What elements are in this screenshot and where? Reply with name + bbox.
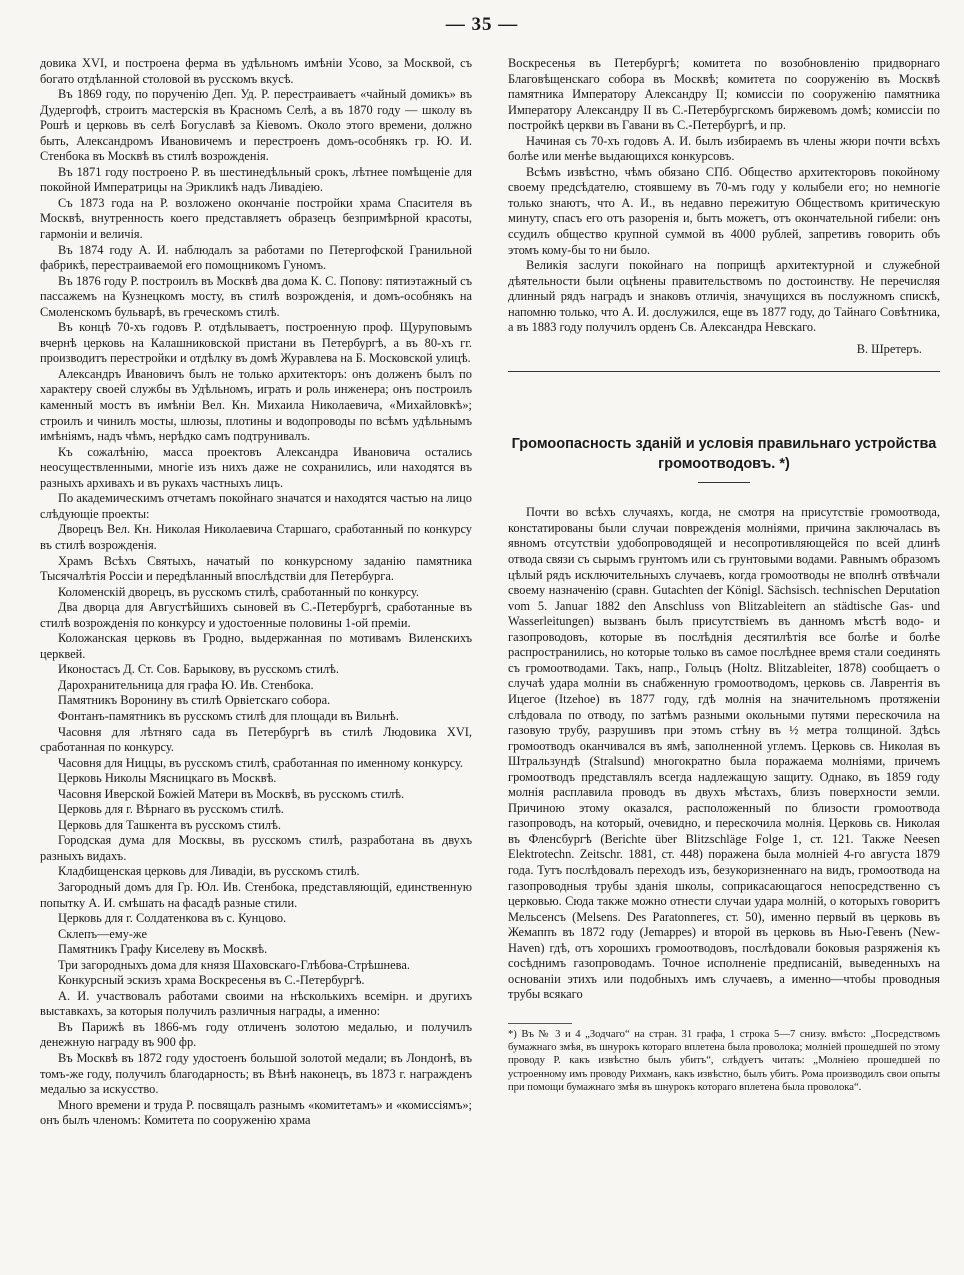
list-item: Два дворца для Августѣйшихъ сыновей въ С.-Петербургѣ, сработанные въ стилѣ возрожденія по конкурсу и удостоенные половины 1-ой преміи. (40, 600, 472, 630)
article-paragraph: Почти во всѣхъ случаяхъ, когда, не смотря на присутствіе громоотвода, констатированы были случаи поврежденія молніями, причина заключалась въ явномъ отсутствіи удобопроводящей и несопротивляющейся по всей длинѣ отвода связи съ сырымъ грунтомъ или съ грунтовыми водами. Равнымъ образомъ цѣлый рядъ исключительныхъ случаевъ, когда громоотводы не вполнѣ отвѣчали своему назначенію (сравн. Gutachten der Königl. Sächsisch. technischen Deputation vom 5. Januar 1882 den Anschluss von Blitzableitern an städtische Gas- und Wasserleitungen) вызванъ былъ присутствіемъ въ данномъ мѣстѣ водо- и газопроводовъ, которые въ послѣднія десятилѣтія все болѣе и болѣе распространились, но которые только въ самое послѣднее время стали соединять съ громоотводами. Такъ, напр., Гольцъ (Holtz. Blitzableiter, 1878) сообщаетъ о случаѣ удара молніи въ снабженную громоотводомъ, церковь св. Лаврентія въ Ицегое (Itzehoe) въ 1877 году, гдѣ молнія на значительномъ протяженіи слѣдовала по отводу, по затѣмъ разными окольными путями перескочила на газовую трубу, разрушивъ при этомъ стѣну въ ½ метра толщиной. Здѣсь громоотводъ оканчивался въ ямѣ, заполненной углемъ. Церковь св. Николая въ Штральзундѣ (Stralsund) многократно была поражаема молніями, причемъ громоотводъ представлялъ всегда надлежащую защиту. Однако, въ 1859 году молнія расплавила проводъ въ двухъ мѣстахъ, близъ поверхности земли. Причиною этому оказался, расположенный по близости громоотвода газопроводъ, на который, очевидно, и перескочила молнія. Церковь св. Николая въ Фленсбургѣ (Berichte über Blitzschläge Folge 1, ст. 121. Также Neesen Elektrotechn. Zeitschr. 1881, ст. 448) поражена была молніей 4-го августа 1879 года. Тутъ послѣдовалъ переходъ изъ, безукоризненнаго на видъ, громоотвода на газопроводныя трубы зданія школы, соприкасающагося непосредственно съ церковью. Сюда также можно отнести случаи удара молній, о которыхъ говоритъ Мельсенсъ (Melsens. Des Paratonneres, ст. 50), именно первый въ церковь въ Жемаппъ въ 1872 году (Jemappes) и второй въ церковь въ Нью-Гевенъ (New-Haven) гдѣ, отъ хорошихъ громоотводовъ, послѣдовали боковыя разряженія къ сосѣднимъ газопроводамъ. Точное исполненіе предписаній, выведенныхъ на основаніи этихъ или подобныхъ имъ случаевъ, а именно—чтобы проводныя трубы всякаго (508, 505, 940, 1002)
paragraph: Въ концѣ 70-хъ годовъ Р. отдѣлываетъ, построенную проф. Щуруповымъ вчернѣ церковь на Калашниковской пристани въ Петербургѣ, а въ 80-хъ гг. производитъ перестройки и отдѣлку въ домѣ Журавлева на Б. Московской улицѣ. (40, 320, 472, 366)
list-item: Коломенскій дворецъ, въ русскомъ стилѣ, сработанный по конкурсу. (58, 584, 419, 599)
list-item: Часовня для Ниццы, въ русскомъ стилѣ, сработанная по именному конкурсу. (58, 755, 464, 770)
paragraph: Въ 1869 году, по порученію Деп. Уд. Р. перестраиваетъ «чайный домикъ» въ Дудергофѣ, строитъ мастерскія въ Красномъ Селѣ, а въ 1870 году — школу въ Рошѣ и церковь въ селѣ Богуславѣ за Кіевомъ. Около этого времени, должно быть, Александромъ Ивановичемъ и перестроенъ домъ-особнякъ гр. Ю. И. Стенбока въ Москвѣ въ стилѣ возрожденія. (40, 87, 472, 164)
list-item: Три загородныхъ дома для князя Шаховскаго-Глѣбова-Стрѣшнева. (58, 957, 410, 972)
list-item: Храмъ Всѣхъ Святыхъ, начатый по конкурсному заданію памятника Тысячалѣтія Россіи и передѣланный впослѣдствіи для Петербурга. (40, 553, 472, 584)
list-item: Фонтанъ-памятникъ въ русскомъ стилѣ для площади въ Вильнѣ. (58, 708, 399, 723)
footnote-divider (508, 1023, 572, 1024)
paragraph: Воскресенья въ Петербургѣ; комитета по возобновленію придворнаго Благовѣщенскаго собора въ Москвѣ; комитета по сооруженію въ Москвѣ памятника Императору Александру II; комиссіи по сооруженію памятника Императору Александру II въ С.-Петербургскомъ биржевомъ домѣ; комиссіи по постройкѣ церкви въ Гавани въ С.-Петербургѣ, и пр. (508, 56, 940, 133)
list-item: Церковь для Ташкента въ русскомъ стилѣ. (58, 817, 281, 832)
list-item: Церковь для г. Вѣрнаго въ русскомъ стилѣ. (58, 802, 284, 817)
list-item: Загородный домъ для Гр. Юл. Ив. Стенбока, представляющій, единственную попытку А. И. смѣшать на фасадѣ разные стили. (40, 879, 472, 910)
list-item: Часовня для лѣтняго сада въ Петербургѣ въ стилѣ Людовика XVI, сработанная по конкурсу. (40, 724, 472, 755)
list-item: Дворецъ Вел. Кн. Николая Николаевича Старшаго, сработанный по конкурсу въ стилѣ возрожденія. (40, 522, 472, 552)
title-divider (698, 482, 750, 483)
paragraph: А. И. участвовалъ работами своими на нѣсколькихъ всемірн. и другихъ выставкахъ, за которыя получилъ различныя награды, а именно: (40, 988, 472, 1019)
paragraph: Александръ Ивановичъ былъ не только архитекторъ: онъ долженъ былъ по характеру своей службы въ Удѣльномъ, играть и роль инженера; онъ построилъ каменный мостъ въ имѣніи Вел. Кн. Михаила Николаевича, «Михайловкѣ»; строилъ и чинилъ мосты, шлюзы, плотины и водопроводы по всѣмъ удѣльнымъ имѣніямъ, надъ чѣмъ, нерѣдко самъ подтрунивалъ. (40, 366, 472, 444)
footnote: *) Въ № 3 и 4 „Зодчаго“ на стран. 31 графа, 1 строка 5—7 снизу. вмѣсто: „Посредствомъ бумажнаго змѣя, въ шнурокъ котораго вплетена была проволока; молніей прошедшей по этому проводу Р. какъ извѣстно былъ убитъ“, слѣдуетъ читать: „Молніею прошедшей по устроенному имъ проводу Рихманъ, какъ извѣстно, былъ убитъ. Рома производилъ свои опыты при помощи бумажнаго змѣя въ шнурокъ котораго вплетена была проволока“. (508, 1028, 940, 1093)
paragraph: довика XVI, и построена ферма въ удѣльномъ имѣніи Усово, за Москвой, съ богато отдѣланной столовой въ русскомъ вкусѣ. (40, 56, 472, 86)
paragraph: По академическимъ отчетамъ покойнаго значатся и находятся частью на лицо слѣдующіе проекты: (40, 491, 472, 521)
paragraph: Въ 1874 году А. И. наблюдалъ за работами по Петергофской Гранильной фабрикѣ, перестраиваемой его помощникомъ Гуномъ. (40, 242, 472, 273)
left-column (40, 56, 472, 1129)
paragraph: Великія заслуги покойнаго на поприщѣ архитектурной и служебной дѣятельности были оцѣнены правительствомъ по достоинству. Не перечисляя длинный рядъ наградъ и знаковъ отличія, значущихся въ послужномъ спискѣ, напомню только, что А. И. дослужился, еще въ 1877 году, до Тайнаго Совѣтника, а въ 1883 году получилъ орденъ Св. Александра Невскаго. (508, 258, 940, 335)
list-item: Конкурсный эскизъ храма Воскресенья въ С.-Петербургѣ. (58, 973, 365, 988)
article-title: Громоопасность зданій и условія правильнаго устройства громоотводовъ. *) (511, 436, 937, 473)
paragraph: Много времени и труда Р. посвящалъ разнымъ «комитетамъ» и «комиссіямъ»; онъ былъ членомъ: Комитета по сооруженію храма (40, 1097, 472, 1128)
list-item: Памятникъ Графу Киселеву въ Москвѣ. (58, 942, 268, 957)
list-item: Коложанская церковь въ Гродно, выдержанная по мотивамъ Виленскихъ церквей. (40, 631, 472, 661)
paragraph: Въ Парижѣ въ 1866-мъ году отличенъ золотою медалью, и получилъ денежную награду въ 900 фр. (40, 1019, 472, 1050)
list-item: Кладбищенская церковь для Ливадіи, въ русскомъ стилѣ. (58, 864, 360, 879)
right-column (508, 56, 940, 1094)
page-number: — 35 — (445, 14, 519, 35)
list-item: Городская дума для Москвы, въ русскомъ стилѣ, разработана въ двухъ разныхъ видахъ. (40, 833, 472, 863)
list-item: Церковь Николы Мясницкаго въ Москвѣ. (58, 771, 277, 786)
list-item: Часовня Иверской Божіей Матери въ Москвѣ, въ русскомъ стилѣ. (58, 786, 405, 801)
list-item: Дарохранительница для графа Ю. Ив. Стенбока. (58, 677, 314, 692)
list-item: Памятникъ Воронину въ стилѣ Орвіетскаго собора. (58, 693, 331, 708)
section-divider (508, 371, 940, 372)
paragraph: Всѣмъ извѣстно, чѣмъ обязано СПб. Общество архитекторовъ покойному своему предсѣдателю, стоявшему въ 70-мъ году у колыбели его; но немногіе только знаютъ, что А. И., въ недавно пережитую Обществомъ критическую минуту, спасъ его отъ разоренія и, быть можетъ, отъ окончательной гибели: онъ ссудилъ общество крупной суммой въ 4000 рублей, запретивъ говорить объ этомъ кому-бы то ни было. (508, 164, 940, 257)
paragraph: Въ 1871 году построено Р. въ шестинедѣльный срокъ, лѣтнее помѣщеніе для покойной Императрицы на Эрикликѣ надъ Ливадіею. (40, 164, 472, 195)
paragraph: Къ сожалѣнію, масса проектовъ Александра Ивановича остались неосуществленными, многіе изъ нихъ даже не сохранились, или находятся въ разныхъ архивахъ и въ рукахъ частныхъ лицъ. (40, 444, 472, 490)
paragraph: Съ 1873 года на Р. возложено окончаніе постройки храма Спасителя въ Москвѣ, внутренность коего представляетъ образецъ безпримѣрной красоты, гармоніи и величія. (40, 195, 472, 242)
list-item: Церковь для г. Солдатенкова въ с. Кунцово. (58, 911, 287, 926)
list-item: Иконостасъ Д. Ст. Сов. Барыкову, въ русскомъ стилѣ. (58, 662, 339, 677)
list-item: Склепъ—ему-же (58, 926, 147, 941)
paragraph: Въ 1876 году Р. построилъ въ Москвѣ два дома К. С. Попову: пятиэтажный съ пассажемъ на Кузнецкомъ мосту, въ стилѣ возрожденія, и домъ-особнякъ на Смоленскомъ бульварѣ, въ греческомъ стилѣ. (40, 273, 472, 319)
author-signature: В. Шретеръ. (856, 341, 922, 356)
paragraph: Въ Москвѣ въ 1872 году удостоенъ большой золотой медали; въ Лондонѣ, въ томъ-же году, получилъ благодарность; въ Вѣнѣ наконецъ, въ 1873 г. награжденъ медалью за искусство. (40, 1051, 472, 1097)
paragraph: Начиная съ 70-хъ годовъ А. И. былъ избираемъ въ члены жюри почти всѣхъ болѣе или менѣе выдающихся конкурсовъ. (508, 133, 940, 164)
